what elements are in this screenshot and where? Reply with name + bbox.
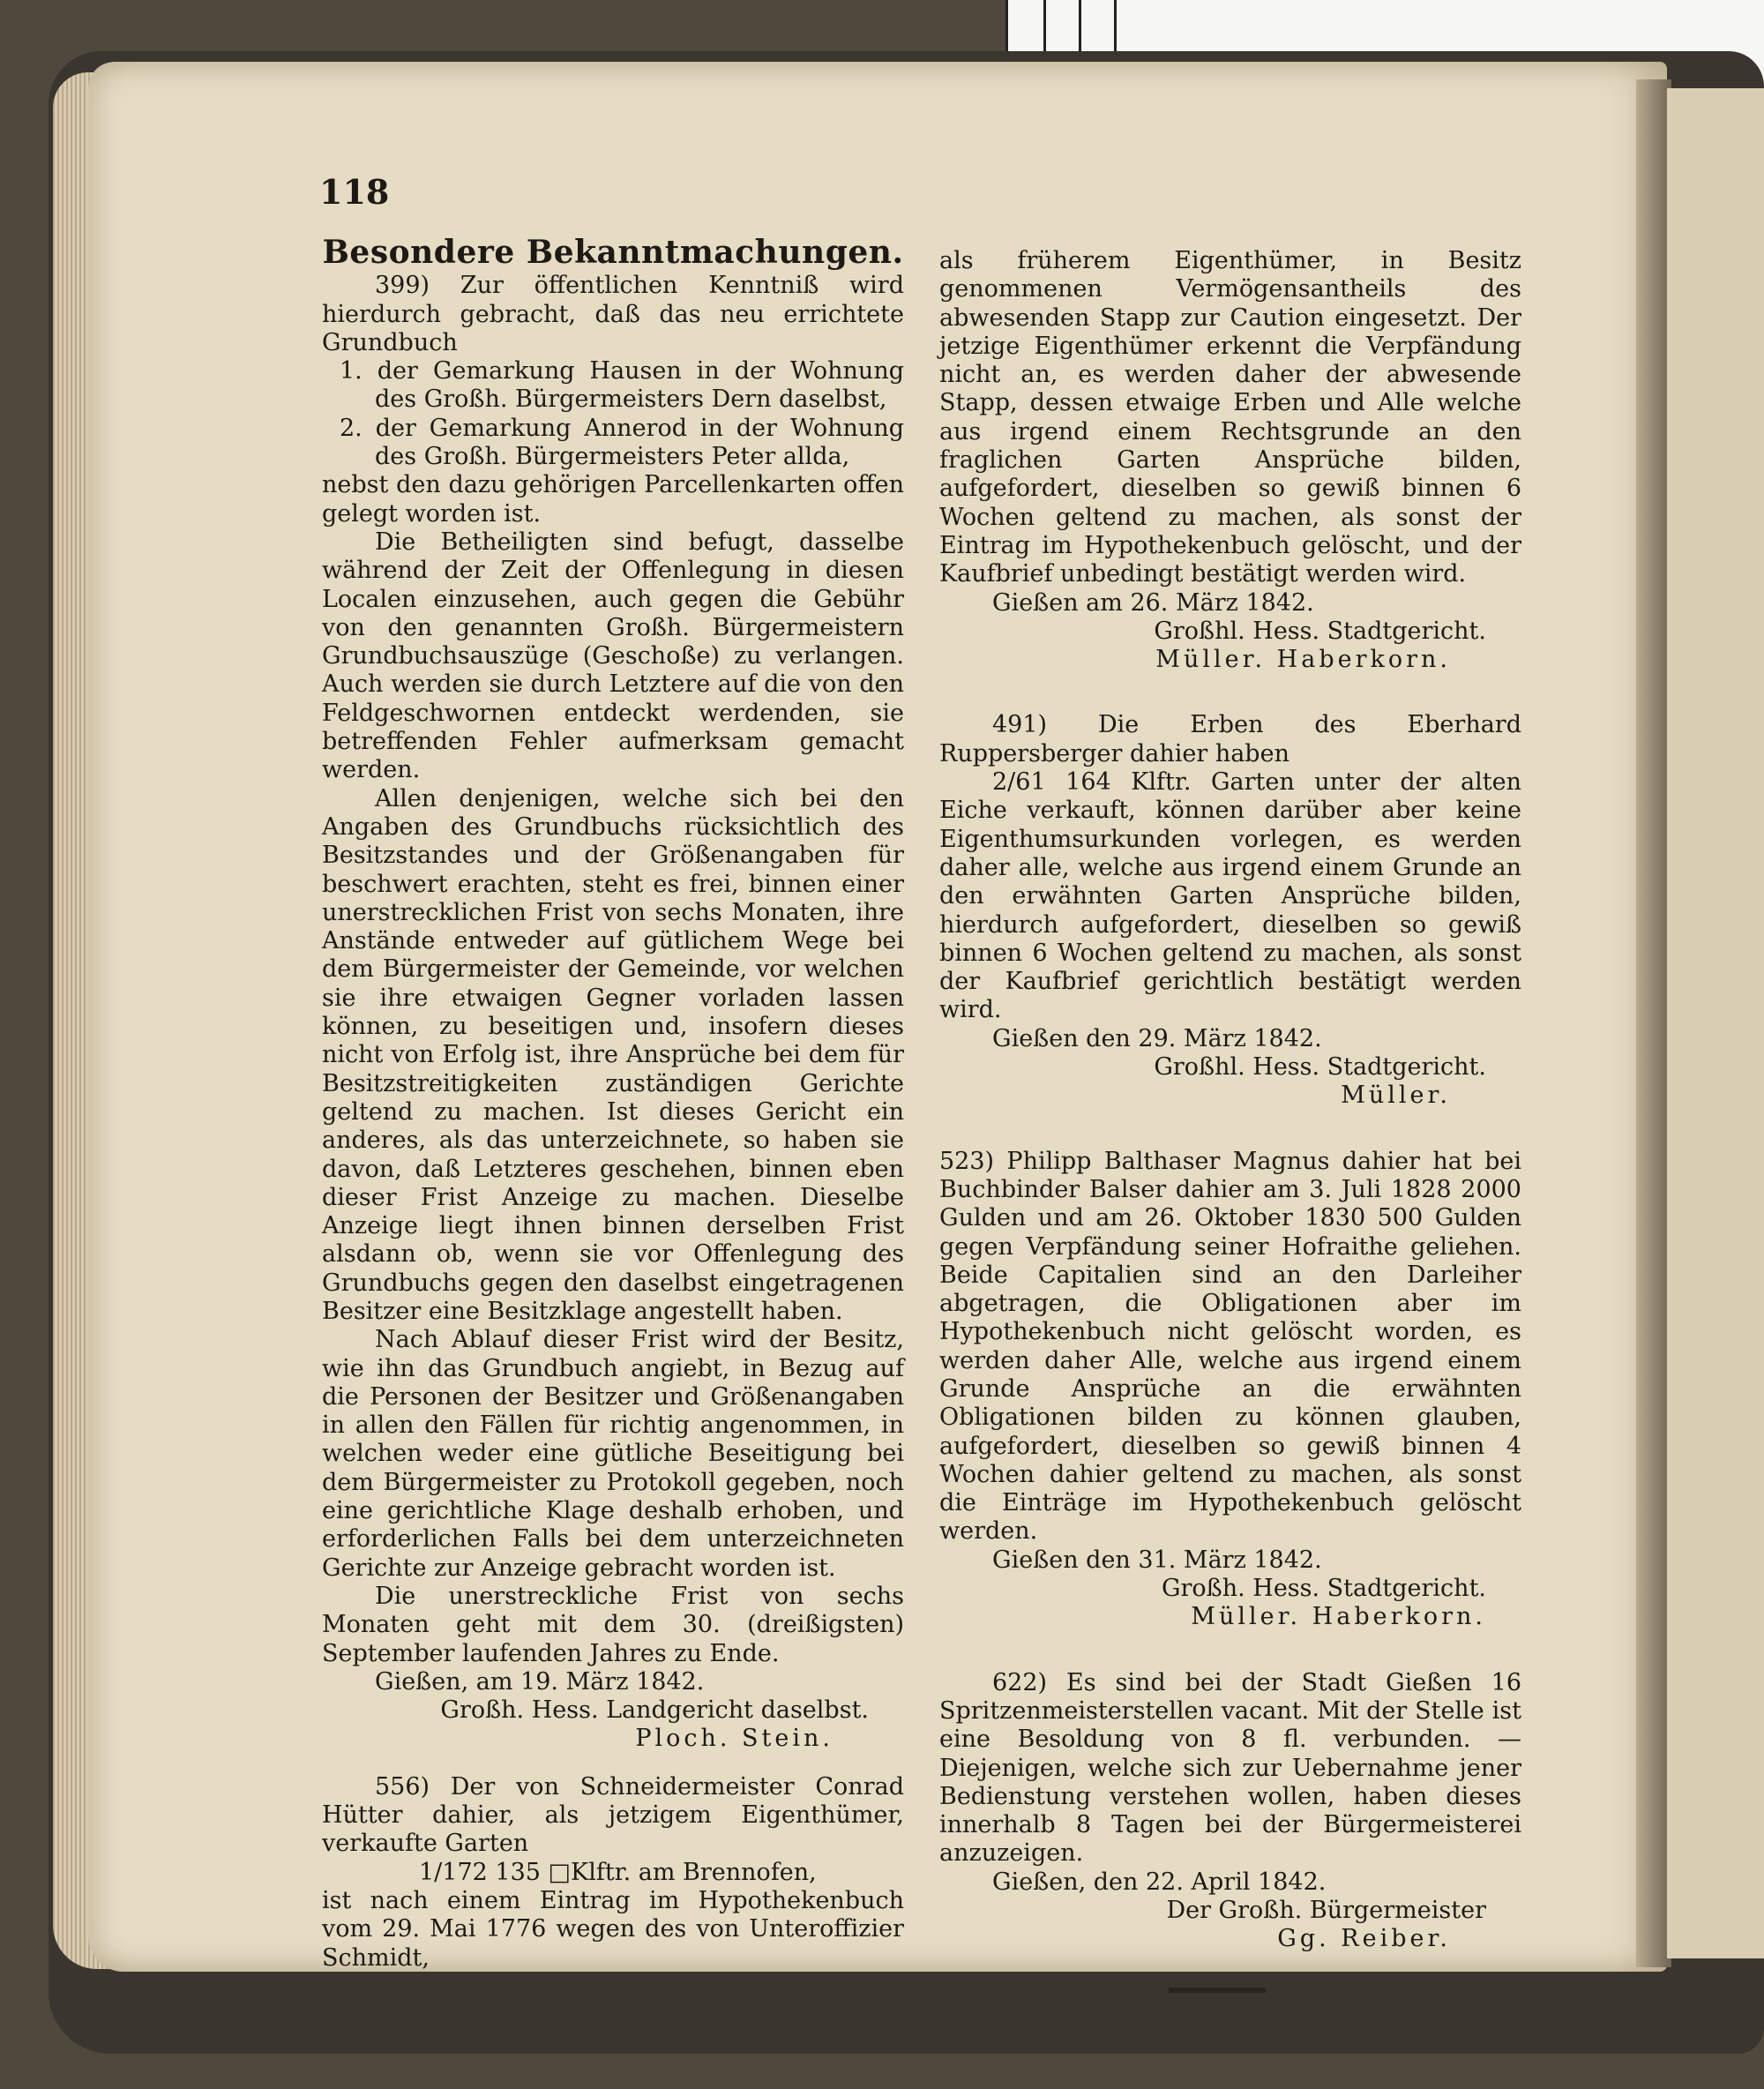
notice-622-text: 622) Es sind bei der Stadt Gießen 16 Spritzenmeisterstellen vacant. Mit der Stelle ist eine Besoldung von 8 fl. verbunden. — Diejenigen, welche sich zur Uebernahme jener Bedienstung verstehen wollen, haben dieses innerhalb 8 Tagen bei der Bürgermeisterei anzuzeigen. xyxy=(939,1668,1521,1868)
notice-556-text: 556) Der von Schneidermeister Conrad Hütter dahier, als jetzigem Eigenthümer, verkaufte Garten xyxy=(322,1772,904,1858)
notice-556-date: Gießen am 26. März 1842. xyxy=(992,588,1314,617)
notice-399-after-items: nebst den dazu gehörigen Parcellenkarten offen gelegt worden ist. xyxy=(322,471,904,528)
notice-399-paragraph-1: Die Betheiligten sind befugt, dasselbe während der Zeit der Offenlegung in diesen Localen einzusehen, auch gegen die Gebühr von den genannten Großh. Bürgermeistern Grundbuchsauszüge (Geschoße) zu verlangen. Auch werden sie durch Letztere auf die von den Feldgeschwornen entdeckt werdenden, sie betreffenden Fehler aufmerksam gemacht werden. xyxy=(322,528,904,784)
notice-556-parcel: 1/172 135 □Klftr. am Brennofen, xyxy=(419,1858,817,1886)
notice-556-continuation: als früherem Eigenthümer, in Besitz genommenen Vermögensantheils des abwesenden Stapp zur Caution eingesetzt. Der jetzige Eigenthümer erkennt die Verpfändung nicht an, es werden daher der abwesende Stapp, dessen etwaige Erben und Alle welche aus irgend einem Rechtsgrunde an den fraglichen Garten Ansprüche bilden, aufgefordert, dieselben so gewiß binnen 6 Wochen geltend zu machen, als sonst der Eintrag im Hypothekenbuch gelöscht, und der Kaufbrief unbedingt bestätigt werden wird. xyxy=(939,247,1521,588)
notice-556-authority: Großhl. Hess. Stadtgericht. xyxy=(1154,617,1486,645)
notice-399-item-2: 2. der Gemarkung Annerod in der Wohnung des Großh. Bürgermeisters Peter allda, xyxy=(340,414,904,471)
notice-399-paragraph-3: Nach Ablauf dieser Frist wird der Besitz, wie ihn das Grundbuch angiebt, in Bezug auf die Personen der Besitzer und Größenangaben in allen den Fällen für richtig angenommen, in welchen weder eine gütliche Beseitigung bei dem Bürgermeister zu Protokoll gegeben, noch eine gerichtliche Klage deshalb erhoben, und erforderlichen Falls bei dem unterzeichneten Gerichte zur Anzeige gebracht worden ist. xyxy=(322,1326,904,1582)
page-number: 118 xyxy=(319,172,390,212)
notice-399-authority: Großh. Hess. Landgericht daselbst. xyxy=(440,1696,869,1725)
closing-rule xyxy=(1169,1988,1266,1993)
notice-491-authority: Großhl. Hess. Stadtgericht. xyxy=(1154,1053,1486,1082)
notice-523-text: 523) Philipp Balthaser Magnus dahier hat bei Buchbinder Balser dahier am 3. Juli 1828 2000 Gulden und am 26. Oktober 1830 500 Gulden gegen Verpfändung seiner Hofraithe geliehen. Beide Capitalien sind an den Darleiher abgetragen, die Obligationen aber im Hypothekenbuch nicht gelöscht worden, es werden daher Alle, welche aus irgend einem Grunde Ansprüche an die erwähnten Obligationen bilden zu können glauben, aufgefordert, dieselben so gewiß binnen 4 Wochen dahier geltend zu machen, als sonst die Einträge im Hypothekenbuch gelöscht werden. xyxy=(939,1147,1521,1546)
book-gutter xyxy=(1636,79,1671,1967)
notice-491-date: Gießen den 29. März 1842. xyxy=(992,1024,1322,1052)
notice-399-intro: 399) Zur öffentlichen Kenntniß wird hierdurch gebracht, daß das neu errichtete Grundbuch xyxy=(322,272,904,356)
notice-491-intro: 491) Die Erben des Eberhard Ruppersberger dahier haben xyxy=(939,711,1521,767)
notice-399-date: Gießen, am 19. März 1842. xyxy=(375,1667,705,1696)
notice-523-date: Gießen den 31. März 1842. xyxy=(992,1546,1322,1574)
notice-399-paragraph-4: Die unerstreckliche Frist von sechs Monaten geht mit dem 30. (dreißigsten) September laufenden Jahres zu Ende. xyxy=(322,1582,904,1667)
notice-622-authority: Der Großh. Bürgermeister xyxy=(1166,1897,1486,1925)
right-column xyxy=(939,247,1521,1993)
notice-399-paragraph-2: Allen denjenigen, welche sich bei den Angaben des Grundbuchs rücksichtlich des Besitzstandes und der Größenangaben für beschwert erachten, steht es frei, binnen einer unerstrecklichen Frist von sechs Monaten, ihre Anstände entweder auf gütlichem Wege bei dem Bürgermeister der Gemeinde, vor welchen sie ihre etwaigen Gegner vorladen lassen können, zu beseitigen und, insofern dieses nicht von Erfolg ist, ihre Ansprüche bei dem für Besitzstreitigkeiten zuständigen Gerichte geltend zu machen. Ist dieses Gericht ein anderes, als das unterzeichnete, so haben sie davon, daß Letzteres geschehen, binnen eben dieser Frist Anzeige zu machen. Dieselbe Anzeige liegt ihnen binnen derselben Frist alsdann ob, wenn sie vor Offenlegung des Grundbuchs gegen den daselbst eingetragenen Besitzer eine Besitzklage angestellt haben. xyxy=(322,784,904,1325)
notice-523-signers: Müller. Haberkorn. xyxy=(1191,1603,1486,1631)
notice-622-date: Gießen, den 22. April 1842. xyxy=(992,1868,1327,1896)
notice-523-authority: Großh. Hess. Stadtgericht. xyxy=(1161,1575,1486,1603)
facing-page xyxy=(1667,88,1764,1958)
notice-399-item-1: 1. der Gemarkung Hausen in der Wohnung des Großh. Bürgermeisters Dern daselbst, xyxy=(340,357,904,414)
left-column xyxy=(322,234,904,1973)
notice-622-signers: Gg. Reiber. xyxy=(1277,1925,1451,1953)
notice-491-signers: Müller. xyxy=(1341,1082,1451,1110)
notice-491-text: 2/61 164 Klftr. Garten unter der alten Eiche verkauft, können darüber aber keine Eigenthumsurkunden vorlegen, es werden daher alle, welche aus irgend einem Grunde an den erwähnten Garten Ansprüche bilden, hierdurch aufgefordert, dieselben so gewiß binnen 6 Wochen geltend zu machen, als sonst der Kaufbrief gerichtlich bestätigt werden wird. xyxy=(939,768,1521,1024)
notice-556-signers: Müller. Haberkorn. xyxy=(1155,646,1451,674)
notice-399-signers: Ploch. Stein. xyxy=(635,1725,833,1753)
notice-556-text-continued: ist nach einem Eintrag im Hypothekenbuch vom 29. Mai 1776 wegen des von Unteroffizier Schmidt, xyxy=(322,1886,904,1972)
section-heading: Besondere Bekanntmachungen. xyxy=(322,234,904,271)
